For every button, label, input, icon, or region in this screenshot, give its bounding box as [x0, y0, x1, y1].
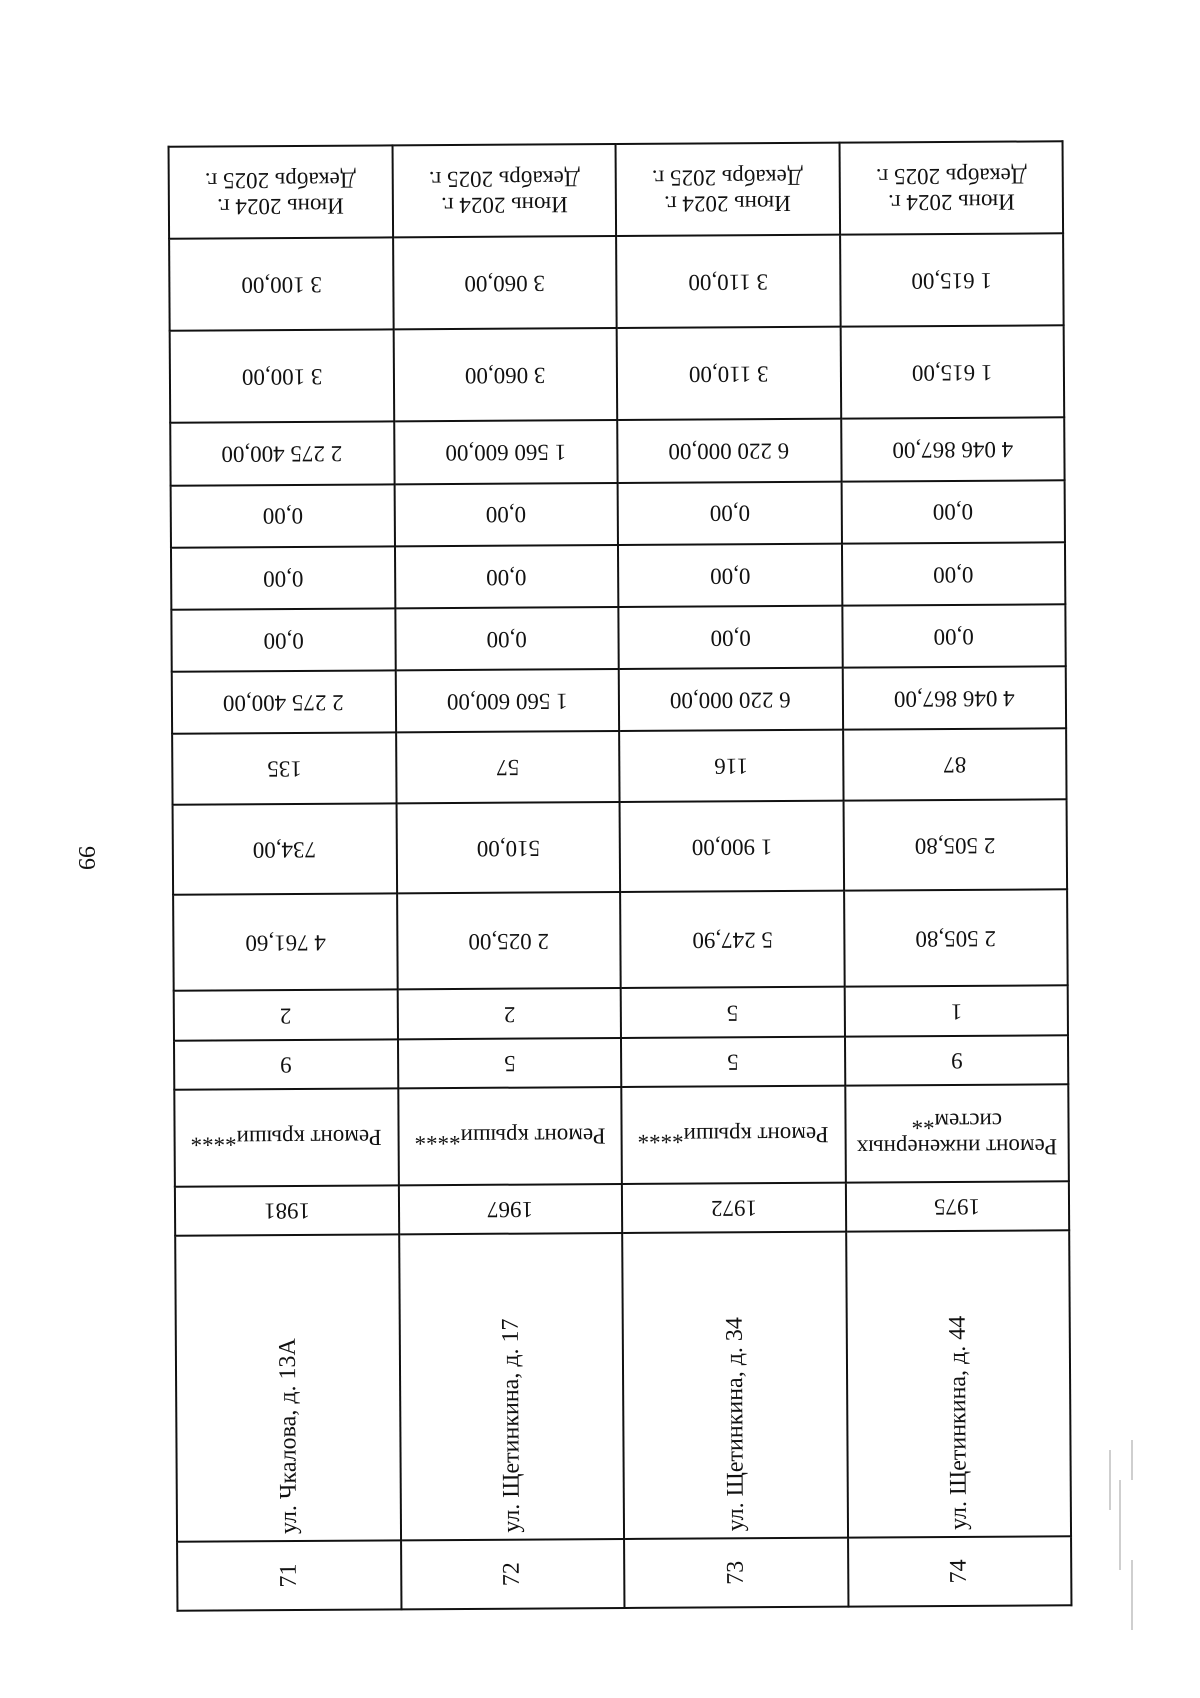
cell-value: 3 110,00 — [616, 235, 840, 329]
cell-address: ул. Чкалова, д. 13А — [175, 1234, 400, 1542]
cell-value: 57 — [396, 731, 620, 803]
cell-period: Июнь 2024 г. Декабрь 2025 г. — [616, 143, 840, 237]
cell-value: 1 615,00 — [840, 326, 1064, 420]
cell-value: 4 046 867,00 — [842, 666, 1066, 730]
cell-value: 9 — [174, 1039, 398, 1090]
row-residents — [172, 729, 1066, 805]
row-entrances — [174, 986, 1068, 1041]
cell-value: 135 — [172, 733, 396, 805]
scan-edge-marks — [1105, 1440, 1145, 1640]
cell-value: 5 — [621, 1036, 845, 1087]
row-area-b — [173, 889, 1068, 991]
row-zero-b — [171, 542, 1065, 610]
cell-year: 1981 — [175, 1185, 399, 1236]
registry-table-frame — [168, 140, 1073, 1611]
cell-value: 9 — [844, 1035, 1068, 1086]
row-unit-cost — [170, 326, 1065, 424]
row-period — [169, 141, 1064, 239]
cell-value: 5 — [397, 1038, 621, 1089]
row-area-a — [173, 799, 1068, 894]
cell-number: 74 — [848, 1537, 1072, 1607]
row-limit-cost — [169, 233, 1064, 331]
cell-address: ул. Щетинкина, д. 34 — [622, 1231, 847, 1539]
page-number: 99 — [73, 846, 100, 870]
cell-address: ул. Щетинкина, д. 17 — [399, 1233, 624, 1541]
cell-value: 3 110,00 — [617, 327, 841, 421]
cell-value: 0,00 — [171, 484, 395, 548]
cell-value: 2 505,80 — [843, 799, 1067, 890]
cell-value: 0,00 — [171, 608, 395, 672]
cell-address: ул. Щетинкина, д. 44 — [846, 1230, 1071, 1538]
cell-number: 72 — [401, 1539, 625, 1609]
cell-year: 1967 — [398, 1183, 622, 1234]
cell-value: 5 247,90 — [620, 891, 844, 989]
cell-number: 73 — [624, 1538, 848, 1608]
cell-value: 3 060,00 — [393, 328, 617, 422]
registry-table — [168, 140, 1073, 1611]
cell-value: 2 025,00 — [397, 892, 621, 990]
cell-period: Июнь 2024 г. Декабрь 2025 г. — [169, 145, 393, 239]
cell-value: 2 275 400,00 — [170, 422, 394, 486]
cell-work-type: Ремонт инженерных систем** — [845, 1084, 1069, 1182]
cell-work-type: Ремонт крыши**** — [398, 1087, 622, 1185]
row-floors — [174, 1035, 1068, 1090]
cell-value: 1 900,00 — [620, 801, 844, 892]
row-zero-a — [171, 480, 1065, 548]
cell-value: 510,00 — [396, 802, 620, 893]
cell-value: 0,00 — [395, 607, 619, 671]
row-zero-c — [171, 604, 1065, 672]
row-number — [177, 1537, 1071, 1611]
cell-year: 1972 — [622, 1182, 846, 1233]
cell-value: 0,00 — [394, 483, 618, 547]
cell-work-type: Ремонт крыши**** — [174, 1088, 398, 1186]
cell-year: 1975 — [845, 1181, 1069, 1232]
cell-value: 0,00 — [841, 480, 1065, 544]
cell-work-type: Ремонт крыши**** — [621, 1086, 845, 1184]
cell-value: 5 — [621, 987, 845, 1038]
cell-value: 0,00 — [394, 545, 618, 609]
cell-number: 71 — [177, 1541, 401, 1611]
row-address — [175, 1230, 1071, 1542]
cell-period: Июнь 2024 г. Декабрь 2025 г. — [392, 144, 616, 238]
cell-period: Июнь 2024 г. Декабрь 2025 г. — [839, 141, 1063, 235]
cell-value: 3 100,00 — [169, 238, 393, 332]
cell-value: 0,00 — [842, 604, 1066, 668]
cell-value: 3 100,00 — [170, 330, 394, 424]
cell-value: 2 — [397, 988, 621, 1039]
cell-value: 2 275 400,00 — [172, 670, 396, 734]
cell-value: 3 060,00 — [393, 236, 617, 330]
cell-value: 1 615,00 — [840, 233, 1064, 327]
cell-value: 4 046 867,00 — [841, 418, 1065, 482]
row-total-cost — [170, 418, 1064, 486]
cell-value: 6 220 000,00 — [619, 668, 843, 732]
cell-value: 2 505,80 — [844, 889, 1068, 987]
cell-value: 1 560 600,00 — [395, 669, 619, 733]
cell-value: 0,00 — [841, 542, 1065, 606]
cell-value: 116 — [619, 730, 843, 802]
cell-value: 0,00 — [171, 546, 395, 610]
cell-value: 87 — [843, 729, 1067, 801]
cell-value: 1 560 600,00 — [394, 420, 618, 484]
row-work-type — [174, 1084, 1069, 1186]
cell-value: 0,00 — [618, 606, 842, 670]
cell-value: 1 — [844, 986, 1068, 1037]
cell-value: 4 761,60 — [173, 893, 397, 991]
cell-value: 0,00 — [618, 543, 842, 607]
row-fund-total — [172, 666, 1066, 734]
cell-value: 734,00 — [173, 803, 397, 894]
cell-value: 2 — [174, 990, 398, 1041]
cell-value: 6 220 000,00 — [617, 419, 841, 483]
cell-value: 0,00 — [618, 481, 842, 545]
row-year — [175, 1181, 1069, 1236]
